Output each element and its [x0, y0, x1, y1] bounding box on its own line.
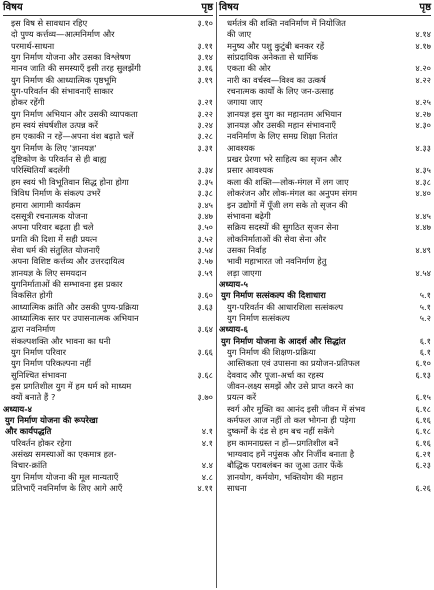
- entry-title: परिवर्तन होकर रहेगा: [11, 437, 72, 448]
- entry-title: एकता की ओर: [227, 63, 271, 74]
- entry-page: ६.१८: [415, 426, 431, 437]
- column-divider: [216, 2, 217, 588]
- toc-entry: [219, 52, 431, 63]
- entry-title: युग निर्माण योजना और उसका विश्लेषण: [11, 52, 131, 63]
- toc-entry: [3, 177, 213, 188]
- entry-title: भावी महाभारत जो नवनिर्माण हेतु: [227, 256, 327, 267]
- toc-entry: [3, 234, 213, 245]
- toc-entries: [219, 18, 431, 494]
- toc-entries: [3, 18, 213, 494]
- toc-entry: [3, 449, 213, 460]
- toc-entry: [219, 131, 431, 142]
- entry-title: स्वर्ग और मुक्ति का आनंद इसी जीवन में संभव: [227, 403, 366, 414]
- entry-title: जगाया जाए: [227, 97, 263, 108]
- entry-title: रचनात्मक कार्यों के लिए जन-उत्साह: [227, 86, 334, 97]
- chapter-label: [219, 279, 431, 290]
- toc-right-column: [219, 2, 431, 494]
- entry-page: ४.४७: [415, 222, 431, 233]
- toc-entry: [219, 472, 431, 483]
- toc-entry: [3, 392, 213, 403]
- toc-entry: [219, 41, 431, 52]
- toc-entry: [219, 370, 431, 381]
- toc-entry: [219, 86, 431, 97]
- entry-title: नारी का वर्चस्व—विश्व का उत्कर्ष: [227, 74, 326, 85]
- entry-title: प्रतिभाएँ नवनिर्माण के लिए आगे आएँ: [11, 483, 123, 494]
- entry-page: ५.१: [419, 290, 431, 301]
- entry-title: मानव जाति की समस्याएँ इसी तरह सुलझेंगी: [11, 63, 141, 74]
- toc-entry: [219, 63, 431, 74]
- entry-page: ६.१६: [415, 415, 431, 426]
- entry-page: ३.६०: [197, 290, 213, 301]
- entry-title: लड़ा जाएगा: [227, 267, 262, 278]
- entry-title: युगनिर्माताओं की सम्भावना इस प्रकार: [11, 278, 123, 289]
- entry-title: हम एकाकी न रहें—अपना वंश बढ़ाते चलें: [11, 131, 134, 142]
- entry-page: ४.४५: [415, 210, 431, 221]
- entry-page: ४.१७: [415, 40, 431, 51]
- toc-entry: [219, 75, 431, 86]
- entry-page: ४.११: [197, 483, 213, 494]
- toc-entry: [3, 154, 213, 165]
- entry-title: संकल्पशक्ति और भावना का धनी: [11, 335, 111, 346]
- entry-title: लोकनिर्माताओं की सेवा सेना और: [227, 233, 327, 244]
- entry-page: ३.५०: [197, 222, 213, 233]
- entry-page: ६.१०: [415, 358, 431, 369]
- entry-page: ३.६६: [197, 346, 213, 357]
- entry-title: कला की शक्ति—लोक-मंगल में लग जाए: [227, 176, 349, 187]
- toc-entry: [219, 404, 431, 415]
- entry-page: ५.२: [419, 312, 431, 323]
- toc-entry: [3, 200, 213, 211]
- header-page: पृष्ठ: [419, 2, 431, 13]
- entry-page: ४.२०: [415, 63, 431, 74]
- entry-page: ३.५९: [197, 267, 213, 278]
- entry-title: युग-परिवर्तन की संभावनाएँ साकार: [11, 86, 114, 97]
- entry-title: युग निर्माण परिवार: [11, 346, 67, 357]
- entry-title: मनुष्य और पशु कुटुंबी बनकर रहें: [227, 40, 325, 51]
- entry-title: संभावना बढ़ेगी: [227, 210, 271, 221]
- entry-page: ६.१६: [415, 437, 431, 448]
- toc-entry: [219, 415, 431, 426]
- header-title: विषय: [219, 2, 239, 13]
- toc-entry: [3, 52, 213, 63]
- toc-entry: [219, 143, 431, 154]
- entry-page: ५.१: [419, 301, 431, 312]
- toc-entry: [3, 472, 213, 483]
- toc-entry: [3, 245, 213, 256]
- header-page: पृष्ठ: [201, 2, 213, 13]
- toc-entry: [3, 120, 213, 131]
- entry-page: ६.१५: [415, 392, 431, 403]
- toc-entry: [219, 392, 431, 403]
- entry-title: प्रसार आवश्यक: [227, 165, 274, 176]
- toc-entry: [3, 211, 213, 222]
- toc-entry: [219, 188, 431, 199]
- chapter-label: [3, 404, 213, 415]
- entry-title: और कार्यपद्धति: [5, 426, 52, 437]
- entry-title: युग निर्माण योजना के आदर्श और सिद्धांत: [221, 335, 346, 346]
- entry-title: हम स्वयं भी विभूतिवान सिद्ध होना होगा: [11, 176, 129, 187]
- chapter-label: [219, 324, 431, 335]
- entry-title: जीवन-लक्ष्य समझें और उसे प्राप्त करने का: [227, 381, 354, 391]
- toc-entry: [219, 347, 431, 358]
- entry-title: भाग्यवाद हमें नपुंसक और निर्जीव बनाता है: [227, 449, 355, 460]
- entry-page: ३.६४: [197, 324, 213, 335]
- entry-page: ४.३०: [415, 120, 431, 131]
- entry-page: ३.३४: [197, 165, 213, 176]
- entry-page: ४.३३: [415, 142, 431, 153]
- toc-entry: [3, 188, 213, 199]
- entry-title: आध्यात्मिक स्तर पर उपासनात्मक अभियान: [11, 312, 139, 323]
- entry-page: ३.११: [197, 40, 213, 51]
- toc-entry: [219, 460, 431, 471]
- entry-title: युग निर्माण योजना की रूपरेखा: [5, 415, 98, 426]
- entry-title: अपना विशिष्ट कर्त्तव्य और उत्तरदायित्व: [11, 256, 125, 267]
- entry-page: ४.२७: [415, 108, 431, 119]
- entry-title: दृष्टिकोण के परिवर्तन से ही बाह्य: [11, 154, 107, 165]
- toc-entry: [3, 63, 213, 74]
- toc-entry: [219, 358, 431, 369]
- entry-title: प्रखर प्रेरणा भरे साहित्य का सृजन और: [227, 154, 342, 165]
- toc-entry: [219, 426, 431, 437]
- toc-entry: [3, 336, 213, 347]
- toc-entry: [219, 18, 431, 29]
- entry-title: क्यों बनाते हैं ?: [11, 392, 56, 403]
- entry-page: ४.२५: [415, 97, 431, 108]
- toc-entry: [3, 109, 213, 120]
- entry-page: ३.२४: [197, 120, 213, 131]
- entry-title: युग निर्माण योजना की मूल मान्यताएँ: [11, 471, 119, 482]
- entry-page: ३.७०: [197, 392, 213, 403]
- entry-title: युग निर्माण की आध्यात्मिक पृष्ठभूमि: [11, 74, 117, 85]
- chapter-title: [219, 336, 431, 347]
- entry-page: ३.५४: [197, 244, 213, 255]
- entry-title: हमारा आगामी कार्यक्रम: [11, 199, 81, 210]
- entry-page: ३.२१: [197, 97, 213, 108]
- toc-entry: [3, 97, 213, 108]
- toc-entry: [3, 290, 213, 301]
- entry-title: विकसित होगी: [11, 290, 53, 301]
- entry-title: लोकरंजन और लोक-मंगल का अनुपम संगम: [227, 188, 358, 199]
- toc-entry: [219, 313, 431, 324]
- toc-entry: [3, 279, 213, 290]
- entry-page: ४.४०: [415, 188, 431, 199]
- header-title: विषय: [3, 2, 23, 13]
- entry-title: अपना परिवार बढ़ता ही चले: [11, 222, 94, 233]
- entry-title: धर्मतंत्र की शक्ति नवनिर्माण में नियोजित: [227, 18, 346, 28]
- toc-entry: [219, 245, 431, 256]
- entry-page: ४.२२: [415, 74, 431, 85]
- entry-page: ३.१०: [197, 18, 213, 28]
- toc-entry: [3, 165, 213, 176]
- toc-entry: [219, 381, 431, 392]
- entry-title: अध्याय-४: [3, 403, 32, 414]
- toc-entry: [3, 41, 213, 52]
- entry-page: ४.४: [201, 460, 213, 471]
- entry-page: ६.२१: [415, 449, 431, 460]
- entry-title: साधना: [227, 483, 247, 494]
- toc-entry: [219, 29, 431, 40]
- entry-page: ४.३८: [415, 176, 431, 187]
- entry-page: ४.१: [201, 426, 213, 437]
- entry-page: ४.१४: [415, 29, 431, 40]
- entry-title: सांप्रदायिक अनेकता से धार्मिक: [227, 52, 318, 63]
- toc-entry: [3, 302, 213, 313]
- toc-entry: [3, 483, 213, 494]
- toc-entry: [219, 165, 431, 176]
- entry-page: ३.२२: [197, 108, 213, 119]
- entry-title: हम कामनाग्रस्त न हों—प्रगतिशील बनें: [227, 437, 339, 448]
- entry-title: युग निर्माण सत्संकल्प की दिशाधारा: [221, 290, 326, 301]
- toc-entry: [219, 109, 431, 120]
- entry-title: इन उद्योगों में पूँजी लग सके तो सृजन की: [227, 199, 348, 210]
- toc-entry: [219, 200, 431, 211]
- entry-title: होकर रहेंगी: [11, 97, 45, 108]
- entry-page: ३.३१: [197, 142, 213, 153]
- toc-entry: [219, 483, 431, 494]
- entry-title: आस्तिकता एवं उपासना का प्रयोजन-प्रतिफल: [227, 358, 360, 369]
- toc-entry: [3, 313, 213, 324]
- chapter-title: [3, 415, 213, 426]
- entry-page: ३.३८: [197, 188, 213, 199]
- toc-entry: [3, 438, 213, 449]
- toc-entry: [219, 438, 431, 449]
- toc-entry: [219, 222, 431, 233]
- entry-page: ३.२८: [197, 131, 213, 142]
- entry-page: ३.१९: [197, 74, 213, 85]
- entry-title: दुष्कर्मों के दंड से हम बच नहीं सकेंगे: [227, 426, 335, 437]
- entry-title: त्रिविध निर्माण के संकल्प उभरें: [11, 188, 101, 199]
- toc-entry: [3, 268, 213, 279]
- column-header: [3, 2, 213, 16]
- entry-page: ६.१: [419, 346, 431, 357]
- toc-entry: [3, 143, 213, 154]
- entry-page: ४.१: [201, 437, 213, 448]
- entry-page: ३.५७: [197, 256, 213, 267]
- toc-entry: [3, 347, 213, 358]
- column-header: [219, 2, 431, 16]
- entry-title: युग निर्माण परिकल्पना नहीं: [11, 358, 92, 369]
- entry-title: द्वारा नवनिर्माण: [11, 324, 56, 335]
- chapter-title: [3, 426, 213, 437]
- toc-entry: [3, 256, 213, 267]
- entry-title: परिस्थितियाँ बदलेंगी: [11, 165, 70, 176]
- entry-title: अध्याय-५: [219, 278, 248, 289]
- entry-page: ३.४७: [197, 210, 213, 221]
- entry-title: इस विष से सावधान रहिए: [11, 18, 88, 28]
- entry-title: प्रगति की दिशा में सही प्रयत्न: [11, 233, 98, 244]
- entry-title: ज्ञानयज्ञ इस युग का महानतम अभियान: [227, 108, 342, 119]
- entry-page: ६.२३: [415, 460, 431, 471]
- entry-title: विचार-क्रांति: [11, 460, 47, 471]
- entry-page: ४.८: [201, 471, 213, 482]
- toc-entry: [3, 358, 213, 369]
- entry-page: ३.५२: [197, 233, 213, 244]
- entry-title: ज्ञानयोग, कर्मयोग, भक्तियोग की महान: [227, 471, 343, 482]
- toc-entry: [3, 460, 213, 471]
- entry-title: अध्याय-६: [219, 324, 248, 335]
- entry-page: ४.५४: [415, 267, 431, 278]
- entry-title: युग निर्माण की शिक्षण-प्रक्रिया: [227, 346, 316, 357]
- entry-title: आध्यात्मिक क्रांति और उसकी पुण्य-प्रक्रिया: [11, 301, 139, 312]
- entry-title: सेवा धर्म की संतुलित योजनाएँ: [11, 244, 100, 255]
- entry-title: सुनिश्चित संभावना: [11, 369, 67, 380]
- entry-title: बौद्धिक पराबलंबन का जुआ उतार फेंकें: [227, 460, 343, 471]
- entry-title: असंख्य समस्याओं का एकमात्र हल-: [11, 449, 117, 460]
- entry-title: की जाए: [227, 29, 252, 40]
- entry-title: प्रयत्न करें: [227, 392, 257, 403]
- entry-page: ४.४९: [415, 244, 431, 255]
- entry-title: उसका निर्वाह: [227, 244, 267, 255]
- entry-page: ६.१३: [415, 369, 431, 380]
- entry-title: हम स्वयं संघर्षशील उत्पन्न करें: [11, 120, 99, 131]
- toc-entry: [3, 131, 213, 142]
- toc-entry: [3, 381, 213, 392]
- toc-entry: [219, 177, 431, 188]
- entry-page: ३.१६: [197, 63, 213, 74]
- entry-title: दससूत्री रचनात्मक योजना: [11, 210, 88, 221]
- entry-page: ३.४५: [197, 199, 213, 210]
- toc-entry: [219, 268, 431, 279]
- entry-title: इस प्रगतिशील युग में हम धर्म को माध्यम: [11, 381, 132, 391]
- entry-title: आवश्यक: [227, 142, 255, 153]
- toc-entry: [3, 370, 213, 381]
- toc-entry: [219, 234, 431, 245]
- toc-entry: [219, 97, 431, 108]
- entry-page: ३.१४: [197, 52, 213, 63]
- chapter-title: [219, 290, 431, 301]
- entry-page: ४.३५: [415, 165, 431, 176]
- entry-title: युग-परिवर्तन की आधारशिला सत्संकल्प: [227, 301, 344, 312]
- toc-left-column: [3, 2, 213, 494]
- entry-title: ज्ञानयज्ञ के लिए समयदान: [11, 267, 87, 278]
- toc-entry: [219, 449, 431, 460]
- toc-entry: [219, 211, 431, 222]
- entry-title: युग निर्माण अभियान और उसकी व्यापकता: [11, 108, 138, 119]
- toc-entry: [3, 324, 213, 335]
- entry-title: देववाद और पूजा-अर्चा का रहस्य: [227, 369, 324, 380]
- toc-entry: [3, 75, 213, 86]
- entry-page: ३.३५: [197, 176, 213, 187]
- toc-entry: [219, 302, 431, 313]
- toc-entry: [219, 256, 431, 267]
- entry-title: दो पुण्य कर्त्तव्य—आत्मनिर्माण और: [11, 29, 115, 40]
- toc-entry: [3, 29, 213, 40]
- toc-entry: [219, 154, 431, 165]
- entry-page: ३.६३: [197, 301, 213, 312]
- entry-title: नवनिर्माण के लिए समग्र शिक्षा नितांत: [227, 131, 338, 142]
- toc-entry: [3, 86, 213, 97]
- entry-title: कर्मफल आज नहीं तो कल भोगना ही पड़ेगा: [227, 415, 356, 426]
- entry-title: युग निर्माण के लिए 'ज्ञानयज्ञ': [11, 142, 97, 153]
- entry-title: सक्रिय सदस्यों की सुगठित सृजन सेना: [227, 222, 339, 233]
- entry-page: ६.१८: [415, 403, 431, 414]
- entry-title: परमार्थ-साधना: [11, 40, 55, 51]
- toc-entry: [219, 120, 431, 131]
- entry-title: युग निर्माण सत्संकल्प: [227, 312, 290, 323]
- entry-page: ६.२६: [415, 483, 431, 494]
- entry-title: ज्ञानयज्ञ और उसकी महान संभावनाएँ: [227, 120, 336, 131]
- entry-page: ६.१: [419, 335, 431, 346]
- toc-entry: [3, 18, 213, 29]
- entry-page: ३.६८: [197, 369, 213, 380]
- toc-entry: [3, 222, 213, 233]
